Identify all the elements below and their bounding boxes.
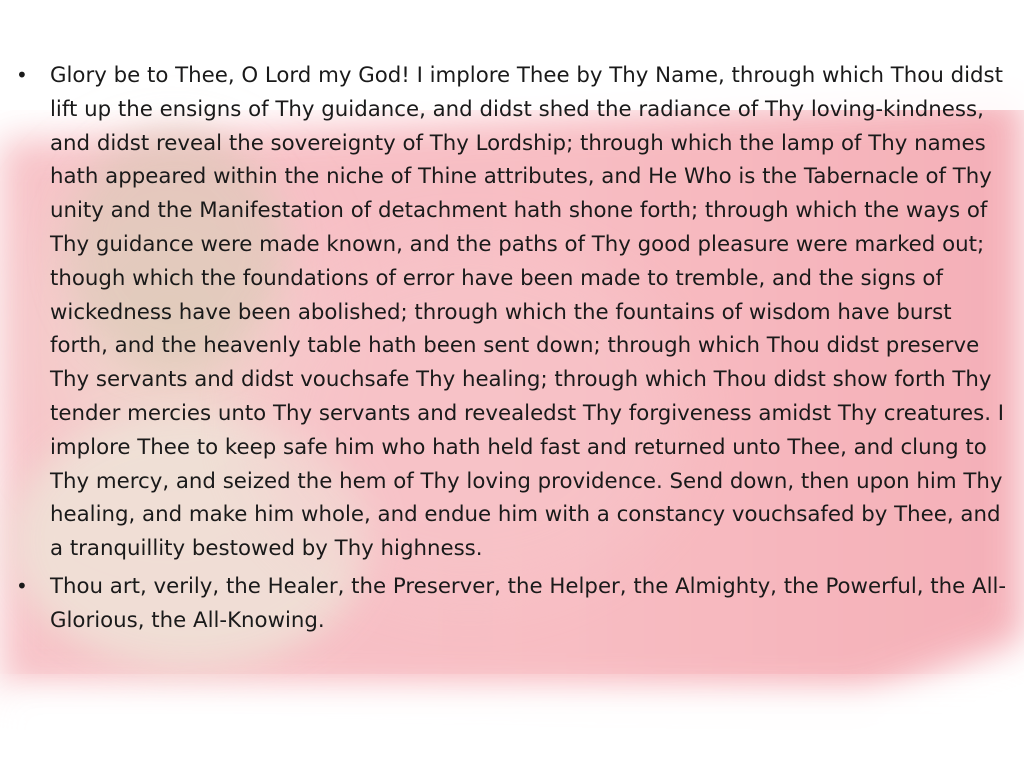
bullet-item	[0, 570, 1024, 638]
bullet-text: Thou art, verily, the Healer, the Preserver, the Helper, the Almighty, the Powerful, the All- Glorious, the All-Knowing.	[50, 573, 1007, 633]
bullet-icon: •	[16, 63, 28, 87]
bullet-icon: •	[16, 573, 28, 598]
bullet-list	[0, 59, 1024, 638]
bullet-item	[0, 59, 1024, 566]
bullet-text: Glory be to Thee, O Lord my God! I implore Thee by Thy Name, through which Thou didst lift up the ensigns of Thy guidance, and didst shed the radiance of Thy loving-kindness, and didst reveal the sovereignty of Thy Lordship; through which the lamp of Thy names hath appeared within the niche of Thine attributes, and He Who is the Tabernacle of Thy unity and the Manifestation of detachment hath shone forth; through which the ways of Thy guidance were made known, and the paths of Thy good pleasure were marked out; though which the foundations of error have been made to tremble, and the signs of wickedness have been abolished; through which the fountains of wisdom have burst forth, and the heavenly table hath been sent down; through which Thou didst preserve Thy servants and didst vouchsafe Thy healing; through which Thou didst show forth Thy tender mercies unto Thy servants and revealedst Thy forgiveness amidst Thy creatures. I implore Thee to keep safe him who hath held fast and returned unto Thee, and clung to Thy mercy, and seized the hem of Thy loving providence. Send down, then upon him Thy healing, and make him whole, and endue him with a constancy vouchsafed by Thee, and a tranquillity bestowed by Thy highness.	[50, 63, 1005, 562]
slide-content	[0, 59, 1024, 642]
